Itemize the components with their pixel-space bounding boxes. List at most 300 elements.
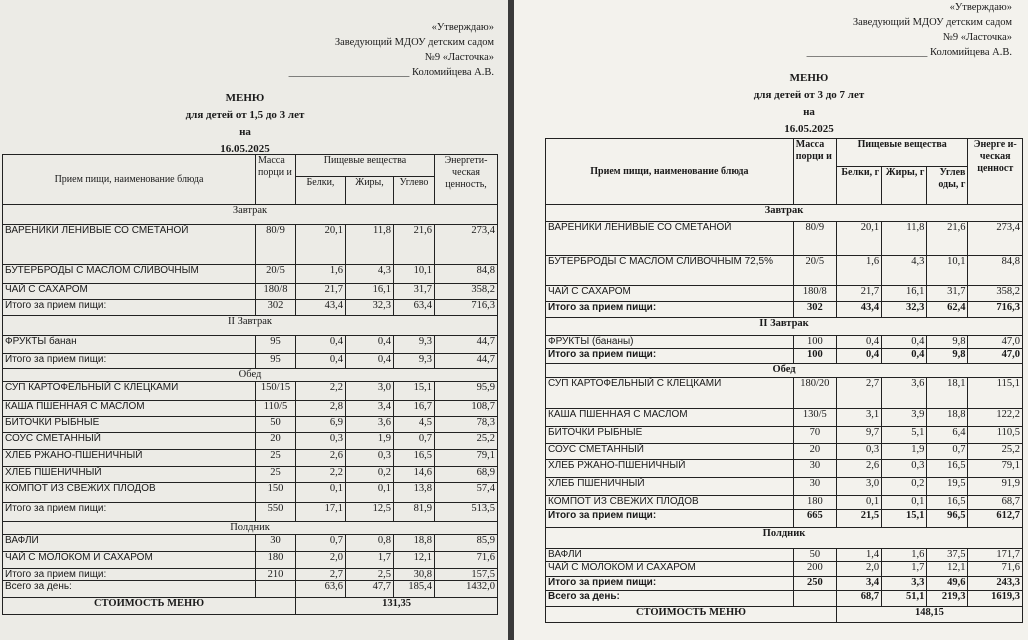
portion-mass: 50	[793, 549, 836, 562]
carbs-value: 62,4	[927, 302, 968, 318]
total-label: Итого за прием пищи:	[3, 569, 256, 581]
protein-value: 68,7	[836, 591, 881, 607]
section-row	[3, 522, 498, 535]
title-line: МЕНЮ	[225, 92, 265, 104]
dish-name: ФРУКТЫ (бананы)	[546, 336, 794, 349]
protein-value: 2,2	[296, 382, 346, 401]
energy-value: 122,2	[968, 409, 1023, 427]
dish-row	[546, 286, 1023, 302]
approval-line: _______________________ Коломийцева А.В.	[806, 47, 1012, 58]
total-row	[546, 591, 1023, 607]
protein-value: 21,5	[836, 510, 881, 528]
dish-name: СОУС СМЕТАННЫЙ	[546, 444, 794, 460]
energy-value: 716,3	[968, 302, 1023, 318]
fat-value: 0,1	[346, 483, 394, 503]
carbs-value: 9,3	[394, 336, 435, 354]
energy-value: 25,2	[435, 433, 498, 450]
carbs-value: 81,9	[394, 503, 435, 522]
dish-name: ЧАЙ С МОЛОКОМ И САХАРОМ	[3, 552, 256, 569]
energy-value: 358,2	[435, 284, 498, 300]
fat-value: 0,2	[882, 478, 927, 496]
fat-value: 51,1	[882, 591, 927, 607]
carbs-value: 9,8	[927, 349, 968, 364]
fat-value: 5,1	[882, 427, 927, 444]
section-title: Полдник	[3, 522, 498, 535]
energy-value: 84,8	[435, 265, 498, 284]
carbs-value: 49,6	[927, 577, 968, 591]
total-label: Всего за день:	[3, 581, 256, 598]
header-mass: Масса порци и	[256, 155, 296, 205]
dish-row	[546, 549, 1023, 562]
cost-value: 148,15	[836, 607, 1022, 623]
dish-row	[546, 478, 1023, 496]
portion-mass: 30	[793, 460, 836, 478]
carbs-value: 9,8	[927, 336, 968, 349]
fat-value: 15,1	[882, 510, 927, 528]
dish-name: ХЛЕБ РЖАНО-ПШЕНИЧНЫЙ	[546, 460, 794, 478]
portion-mass: 210	[256, 569, 296, 581]
dish-name: ВАФЛИ	[3, 535, 256, 552]
total-label: Всего за день:	[546, 591, 794, 607]
energy-value: 79,1	[968, 460, 1023, 478]
carbs-value: 4,5	[394, 417, 435, 433]
dish-name: КАША ПШЕННАЯ С МАСЛОМ	[546, 409, 794, 427]
portion-mass: 180/8	[793, 286, 836, 302]
portion-mass: 25	[256, 450, 296, 467]
protein-value: 2,6	[836, 460, 881, 478]
fat-value: 1,9	[346, 433, 394, 450]
carbs-value: 13,8	[394, 483, 435, 503]
energy-value: 513,5	[435, 503, 498, 522]
portion-mass: 250	[793, 577, 836, 591]
dish-row	[546, 336, 1023, 349]
carbs-value: 9,3	[394, 354, 435, 369]
energy-value: 57,4	[435, 483, 498, 503]
energy-value: 91,9	[968, 478, 1023, 496]
protein-value: 0,4	[836, 336, 881, 349]
portion-mass: 20/5	[793, 256, 836, 286]
dish-row	[546, 427, 1023, 444]
fat-value: 3,6	[882, 378, 927, 409]
dish-row	[3, 552, 498, 569]
protein-value: 1,6	[836, 256, 881, 286]
fat-value: 16,1	[882, 286, 927, 302]
protein-value: 43,4	[296, 300, 346, 316]
header-protein: Белки, г	[836, 167, 881, 205]
dish-name: ЧАЙ С САХАРОМ	[3, 284, 256, 300]
fat-value: 16,1	[346, 284, 394, 300]
approval-line: «Утверждаю»	[949, 2, 1012, 13]
portion-mass	[256, 581, 296, 598]
approval-line: №9 «Ласточка»	[942, 32, 1012, 43]
approval-line: Заведующий МДОУ детским садом	[852, 17, 1012, 28]
protein-value: 21,7	[296, 284, 346, 300]
protein-value: 0,1	[836, 496, 881, 510]
fat-value: 0,8	[346, 535, 394, 552]
protein-value: 0,7	[296, 535, 346, 552]
dish-name: ХЛЕБ ПШЕНИЧНЫЙ	[546, 478, 794, 496]
approval-line: «Утверждаю»	[431, 22, 494, 33]
energy-value: 171,7	[968, 549, 1023, 562]
protein-value: 0,4	[296, 336, 346, 354]
fat-value: 32,3	[346, 300, 394, 316]
protein-value: 43,4	[836, 302, 881, 318]
dish-row	[3, 265, 498, 284]
cost-label: СТОИМОСТЬ МЕНЮ	[546, 607, 837, 623]
dish-name: ЧАЙ С САХАРОМ	[546, 286, 794, 302]
approval-block	[289, 20, 494, 80]
fat-value: 3,4	[346, 401, 394, 417]
section-row	[546, 364, 1023, 378]
section-row	[546, 205, 1023, 222]
fat-value: 3,0	[346, 382, 394, 401]
carbs-value: 19,5	[927, 478, 968, 496]
dish-row	[546, 409, 1023, 427]
protein-value: 2,6	[296, 450, 346, 467]
carbs-value: 96,5	[927, 510, 968, 528]
energy-value: 47,0	[968, 349, 1023, 364]
total-row	[3, 354, 498, 369]
portion-mass: 180	[256, 552, 296, 569]
dish-name: СОУС СМЕТАННЫЙ	[3, 433, 256, 450]
carbs-value: 12,1	[927, 562, 968, 577]
protein-value: 21,7	[836, 286, 881, 302]
section-title: Обед	[546, 364, 1023, 378]
protein-value: 9,7	[836, 427, 881, 444]
section-row	[546, 318, 1023, 336]
fat-value: 47,7	[346, 581, 394, 598]
total-label: Итого за прием пищи:	[546, 302, 794, 318]
protein-value: 17,1	[296, 503, 346, 522]
energy-value: 273,4	[968, 222, 1023, 256]
dish-name: ФРУКТЫ банан	[3, 336, 256, 354]
dish-name: КОМПОТ ИЗ СВЕЖИХ ПЛОДОВ	[546, 496, 794, 510]
menu-cost-row	[546, 607, 1023, 623]
dish-row	[546, 460, 1023, 478]
energy-value: 78,3	[435, 417, 498, 433]
menu-sheet-left	[0, 0, 508, 640]
dish-row	[546, 256, 1023, 286]
portion-mass: 150	[256, 483, 296, 503]
energy-value: 84,8	[968, 256, 1023, 286]
fat-value: 11,8	[346, 225, 394, 265]
title-line: 16.05.2025	[784, 123, 834, 135]
protein-value: 3,1	[836, 409, 881, 427]
energy-value: 25,2	[968, 444, 1023, 460]
protein-value: 0,3	[836, 444, 881, 460]
menu-table-body	[3, 205, 498, 615]
dish-name: БУТЕРБРОДЫ С МАСЛОМ СЛИВОЧНЫМ 72,5%	[546, 256, 794, 286]
header-nutrients: Пищевые вещества	[296, 155, 435, 177]
protein-value: 1,6	[296, 265, 346, 284]
fat-value: 0,4	[346, 336, 394, 354]
portion-mass: 50	[256, 417, 296, 433]
carbs-value: 21,6	[394, 225, 435, 265]
energy-value: 68,9	[435, 467, 498, 483]
energy-value: 68,7	[968, 496, 1023, 510]
carbs-value: 18,8	[394, 535, 435, 552]
menu-sheet-right	[514, 0, 1028, 640]
fat-value: 1,9	[882, 444, 927, 460]
section-row	[546, 528, 1023, 549]
dish-name: ХЛЕБ ПШЕНИЧНЫЙ	[3, 467, 256, 483]
carbs-value: 31,7	[394, 284, 435, 300]
header-energy: Энергети- ческая ценность,	[435, 155, 498, 205]
dish-row	[546, 378, 1023, 409]
carbs-value: 16,5	[927, 496, 968, 510]
dish-row	[3, 225, 498, 265]
portion-mass: 302	[256, 300, 296, 316]
energy-value: 358,2	[968, 286, 1023, 302]
protein-value: 2,2	[296, 467, 346, 483]
protein-value: 3,0	[836, 478, 881, 496]
portion-mass: 95	[256, 336, 296, 354]
total-row	[546, 577, 1023, 591]
header-carbs: Углев оды, г	[927, 167, 968, 205]
fat-value: 0,3	[346, 450, 394, 467]
dish-row	[3, 401, 498, 417]
fat-value: 12,5	[346, 503, 394, 522]
energy-value: 157,5	[435, 569, 498, 581]
protein-value: 2,7	[836, 378, 881, 409]
portion-mass	[793, 591, 836, 607]
dish-row	[3, 467, 498, 483]
energy-value: 44,7	[435, 336, 498, 354]
dish-name: ВАРЕНИКИ ЛЕНИВЫЕ СО СМЕТАНОЙ	[3, 225, 256, 265]
dish-row	[546, 444, 1023, 460]
fat-value: 2,5	[346, 569, 394, 581]
portion-mass: 100	[793, 349, 836, 364]
fat-value: 1,7	[346, 552, 394, 569]
energy-value: 85,9	[435, 535, 498, 552]
portion-mass: 25	[256, 467, 296, 483]
fat-value: 0,4	[346, 354, 394, 369]
protein-value: 6,9	[296, 417, 346, 433]
portion-mass: 130/5	[793, 409, 836, 427]
fat-value: 4,3	[346, 265, 394, 284]
approval-line: Заведующий МДОУ детским садом	[334, 37, 494, 48]
total-row	[3, 569, 498, 581]
carbs-value: 63,4	[394, 300, 435, 316]
energy-value: 110,5	[968, 427, 1023, 444]
header-fat: Жиры, г	[882, 167, 927, 205]
fat-value: 3,6	[346, 417, 394, 433]
energy-value: 1432,0	[435, 581, 498, 598]
header-nutrients: Пищевые вещества	[836, 139, 968, 167]
dish-row	[3, 433, 498, 450]
menu-cost-row	[3, 598, 498, 615]
protein-value: 0,4	[296, 354, 346, 369]
approval-line: №9 «Ласточка»	[424, 52, 494, 63]
total-label: Итого за прием пищи:	[546, 577, 794, 591]
fat-value: 11,8	[882, 222, 927, 256]
energy-value: 115,1	[968, 378, 1023, 409]
dish-row	[3, 450, 498, 467]
dish-name: СУП КАРТОФЕЛЬНЫЙ С КЛЕЦКАМИ	[3, 382, 256, 401]
energy-value: 108,7	[435, 401, 498, 417]
total-row	[3, 581, 498, 598]
title-line: на	[803, 106, 815, 118]
carbs-value: 30,8	[394, 569, 435, 581]
total-row	[546, 302, 1023, 318]
carbs-value: 6,4	[927, 427, 968, 444]
menu-table-body	[546, 205, 1023, 623]
total-label: Итого за прием пищи:	[546, 510, 794, 528]
carbs-value: 21,6	[927, 222, 968, 256]
portion-mass: 180/8	[256, 284, 296, 300]
carbs-value: 16,5	[394, 450, 435, 467]
section-row	[3, 205, 498, 225]
section-row	[3, 316, 498, 336]
section-title: II Завтрак	[546, 318, 1023, 336]
dish-row	[546, 562, 1023, 577]
portion-mass: 80/9	[793, 222, 836, 256]
carbs-value: 16,5	[927, 460, 968, 478]
energy-value: 243,3	[968, 577, 1023, 591]
dish-row	[546, 222, 1023, 256]
title-line: на	[239, 126, 251, 138]
section-title: Завтрак	[3, 205, 498, 225]
portion-mass: 95	[256, 354, 296, 369]
portion-mass: 20	[793, 444, 836, 460]
section-title: II Завтрак	[3, 316, 498, 336]
protein-value: 63,6	[296, 581, 346, 598]
protein-value: 3,4	[836, 577, 881, 591]
portion-mass: 302	[793, 302, 836, 318]
dish-name: ЧАЙ С МОЛОКОМ И САХАРОМ	[546, 562, 794, 577]
dish-row	[3, 382, 498, 401]
protein-value: 20,1	[836, 222, 881, 256]
dish-name: СУП КАРТОФЕЛЬНЫЙ С КЛЕЦКАМИ	[546, 378, 794, 409]
section-title: Обед	[3, 369, 498, 382]
energy-value: 612,7	[968, 510, 1023, 528]
energy-value: 1619,3	[968, 591, 1023, 607]
portion-mass: 100	[793, 336, 836, 349]
fat-value: 0,2	[346, 467, 394, 483]
dish-row	[3, 417, 498, 433]
fat-value: 3,9	[882, 409, 927, 427]
fat-value: 0,4	[882, 349, 927, 364]
protein-value: 20,1	[296, 225, 346, 265]
dish-name: КОМПОТ ИЗ СВЕЖИХ ПЛОДОВ	[3, 483, 256, 503]
portion-mass: 30	[793, 478, 836, 496]
protein-value: 2,0	[836, 562, 881, 577]
approval-block	[807, 0, 1012, 60]
carbs-value: 12,1	[394, 552, 435, 569]
total-row	[546, 349, 1023, 364]
portion-mass: 180	[793, 496, 836, 510]
energy-value: 79,1	[435, 450, 498, 467]
protein-value: 0,4	[836, 349, 881, 364]
header-mass: Масса порци и	[793, 139, 836, 205]
carbs-value: 0,7	[927, 444, 968, 460]
title-line: 16.05.2025	[220, 143, 270, 155]
portion-mass: 665	[793, 510, 836, 528]
title-line: для детей от 1,5 до 3 лет	[185, 109, 305, 121]
carbs-value: 0,7	[394, 433, 435, 450]
portion-mass: 30	[256, 535, 296, 552]
dish-name: ХЛЕБ РЖАНО-ПШЕНИЧНЫЙ	[3, 450, 256, 467]
energy-value: 47,0	[968, 336, 1023, 349]
header-protein: Белки,	[296, 177, 346, 205]
menu-table	[545, 138, 1023, 623]
fat-value: 3,3	[882, 577, 927, 591]
dish-row	[546, 496, 1023, 510]
dish-name: БУТЕРБРОДЫ С МАСЛОМ СЛИВОЧНЫМ	[3, 265, 256, 284]
approval-line: _______________________ Коломийцева А.В.	[288, 67, 494, 78]
total-label: Итого за прием пищи:	[3, 503, 256, 522]
dish-row	[3, 284, 498, 300]
carbs-value: 31,7	[927, 286, 968, 302]
dish-name: КАША ПШЕННАЯ С МАСЛОМ	[3, 401, 256, 417]
fat-value: 4,3	[882, 256, 927, 286]
portion-mass: 180/20	[793, 378, 836, 409]
fat-value: 0,4	[882, 336, 927, 349]
energy-value: 273,4	[435, 225, 498, 265]
total-label: Итого за прием пищи:	[546, 349, 794, 364]
energy-value: 95,9	[435, 382, 498, 401]
header-meal: Прием пищи, наименование блюда	[3, 155, 256, 205]
carbs-value: 37,5	[927, 549, 968, 562]
portion-mass: 80/9	[256, 225, 296, 265]
header-meal: Прием пищи, наименование блюда	[546, 139, 794, 205]
header-carbs: Углево	[394, 177, 435, 205]
fat-value: 1,7	[882, 562, 927, 577]
header-energy: Энерге и- ческая ценност	[968, 139, 1023, 205]
title-line: для детей от 3 до 7 лет	[753, 89, 865, 101]
portion-mass: 110/5	[256, 401, 296, 417]
energy-value: 44,7	[435, 354, 498, 369]
protein-value: 0,3	[296, 433, 346, 450]
carbs-value: 15,1	[394, 382, 435, 401]
fat-value: 0,3	[882, 460, 927, 478]
carbs-value: 16,7	[394, 401, 435, 417]
cost-label: СТОИМОСТЬ МЕНЮ	[3, 598, 296, 615]
dish-name: ВАФЛИ	[546, 549, 794, 562]
fat-value: 1,6	[882, 549, 927, 562]
section-title: Завтрак	[546, 205, 1023, 222]
total-row	[3, 300, 498, 316]
dish-row	[3, 535, 498, 552]
carbs-value: 18,1	[927, 378, 968, 409]
protein-value: 0,1	[296, 483, 346, 503]
protein-value: 1,4	[836, 549, 881, 562]
carbs-value: 10,1	[927, 256, 968, 286]
portion-mass: 20	[256, 433, 296, 450]
title-line: МЕНЮ	[789, 72, 829, 84]
menu-table	[2, 154, 498, 615]
portion-mass: 550	[256, 503, 296, 522]
dish-row	[3, 336, 498, 354]
portion-mass: 20/5	[256, 265, 296, 284]
fat-value: 32,3	[882, 302, 927, 318]
protein-value: 2,7	[296, 569, 346, 581]
carbs-value: 219,3	[927, 591, 968, 607]
section-title: Полдник	[546, 528, 1023, 549]
portion-mass: 70	[793, 427, 836, 444]
energy-value: 71,6	[968, 562, 1023, 577]
menu-title	[120, 90, 370, 158]
dish-row	[3, 483, 498, 503]
portion-mass: 150/15	[256, 382, 296, 401]
dish-name: БИТОЧКИ РЫБНЫЕ	[546, 427, 794, 444]
cost-value: 131,35	[296, 598, 498, 615]
energy-value: 71,6	[435, 552, 498, 569]
dish-name: ВАРЕНИКИ ЛЕНИВЫЕ СО СМЕТАНОЙ	[546, 222, 794, 256]
total-label: Итого за прием пищи:	[3, 354, 256, 369]
protein-value: 2,0	[296, 552, 346, 569]
carbs-value: 14,6	[394, 467, 435, 483]
